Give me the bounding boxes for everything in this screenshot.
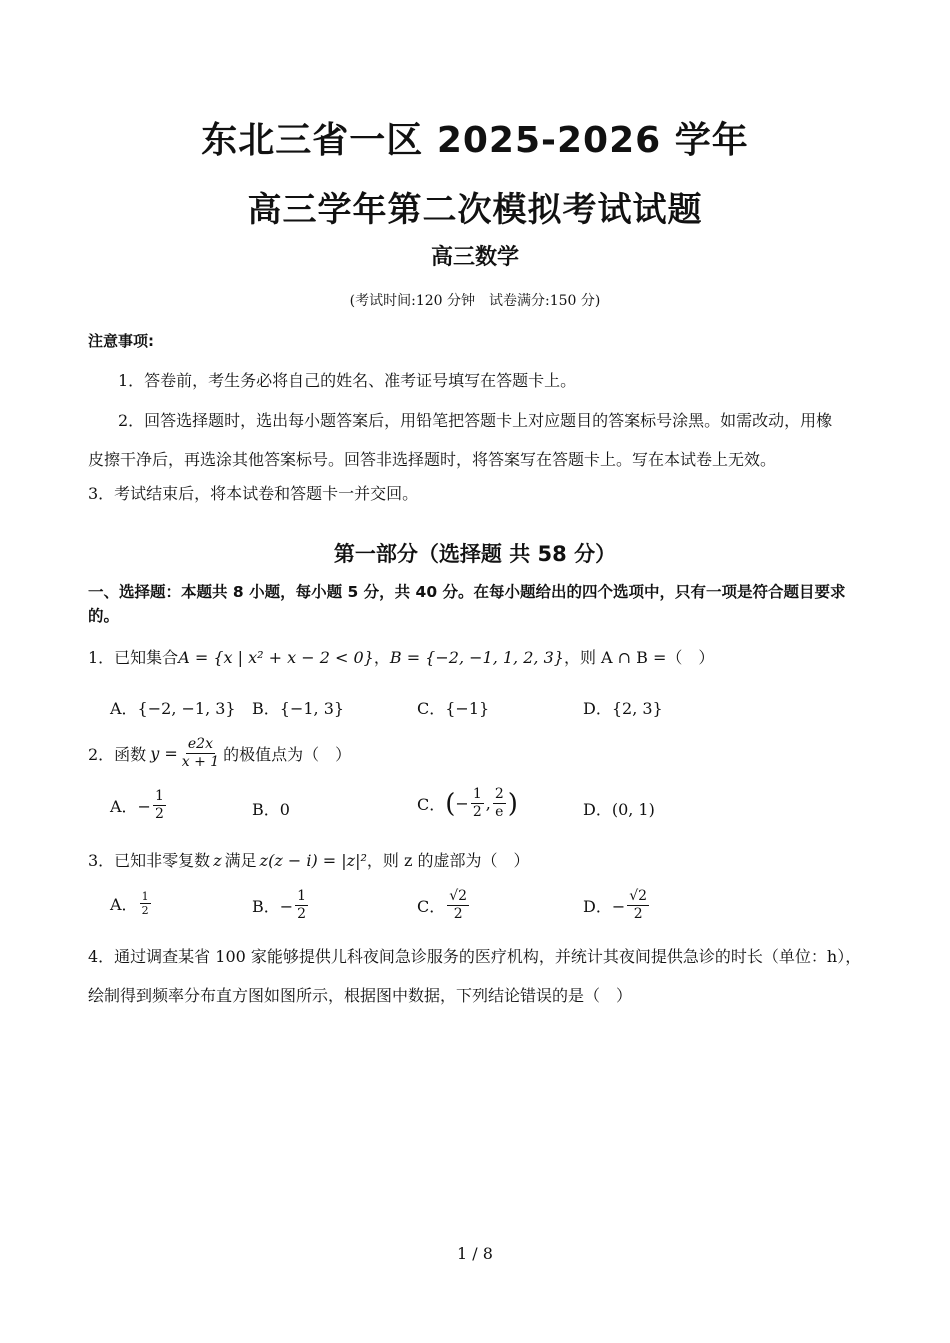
q1-option-a: A．{−2, −1, 3} [110, 699, 236, 718]
q3-option-b-label: B．− [252, 897, 294, 916]
q1-set-b: B = {−2, −1, 1, 2, 3} [389, 648, 564, 667]
q3-option-b-den: 2 [297, 906, 307, 922]
q2-option-c-den2: e [495, 804, 504, 820]
q2-option-c-num1: 1 [472, 786, 482, 802]
q2-prefix: 2．函数 [88, 745, 147, 764]
q2-func-fraction [180, 736, 221, 771]
q1-set-a: A = {x | x² + x − 2 < 0} [178, 648, 374, 667]
q1-option-d: D．{2, 3} [583, 699, 663, 718]
q2-func-den: x + 1 [181, 754, 220, 770]
q1-option-b: B．{−1, 3} [252, 699, 345, 718]
q2-option-a [110, 788, 168, 823]
note-item-2-line1: 2．回答选择题时，选出每小题答案后，用铅笔把答题卡上对应题目的答案标号涂黑。如需改动，用橡 [118, 411, 833, 430]
q3-option-a-den: 2 [141, 904, 149, 917]
question-4-line2: 绘制得到频率分布直方图如图所示，根据图中数据，下列结论错误的是（ ） [88, 986, 633, 1005]
note-item-1: 1．答卷前，考生务必将自己的姓名、准考证号填写在答题卡上。 [118, 371, 577, 390]
q3-option-d-num: √2 [629, 888, 648, 904]
q1-option-c: C．{−1} [417, 699, 490, 718]
notes-title: 注意事项: [88, 332, 154, 350]
q3-option-a-num: 1 [141, 890, 149, 903]
q3-option-a-label: A． [110, 895, 138, 914]
q3-option-c-fraction [447, 888, 469, 923]
exam-title-line2: 高三学年第二次模拟考试试题 [247, 190, 703, 230]
q2-option-b: B．0 [252, 800, 290, 819]
q3-option-d-den: 2 [633, 906, 643, 922]
q2-option-c-rparen: ) [507, 788, 518, 819]
q2-option-c-num2: 2 [494, 786, 504, 802]
question-3 [88, 848, 530, 871]
exam-subject: 高三数学 [430, 245, 519, 270]
q3-option-d-label: D．− [583, 897, 626, 916]
q3-option-a [110, 890, 153, 917]
q2-option-c-den1: 2 [472, 804, 482, 820]
q2-option-a-fraction [153, 788, 166, 823]
q3-option-b-fraction [295, 888, 308, 923]
exam-info: (考试时间:120 分钟 试卷满分:150 分) [349, 293, 601, 309]
q2-option-a-num: 1 [154, 788, 164, 804]
question-1 [88, 645, 714, 668]
q2-option-c: C． ( − $\frac{1}{2}$ , $\frac{2}{e}$ ) [417, 786, 518, 820]
q1-prefix: 1．已知集合 [88, 648, 179, 667]
q1-sep: ， [373, 648, 390, 667]
q3-option-b [252, 888, 310, 923]
q2-suffix: 的极值点为（ ） [223, 745, 352, 764]
q2-option-c-label: C． [417, 795, 446, 814]
q2-func-num: e2x [187, 736, 213, 752]
q3-mid: 满足 [224, 851, 257, 870]
note-item-2-line2: 皮擦干净后，再选涂其他答案标号。回答非选择题时，将答案写在答题卡上。写在本试卷上无效。 [88, 450, 777, 469]
q3-option-d [583, 888, 651, 923]
q3-option-d-fraction [627, 888, 649, 923]
q2-option-a-den: 2 [154, 806, 164, 822]
section-title: 第一部分（选择题 共 58 分） [333, 542, 617, 566]
q3-option-b-num: 1 [297, 888, 307, 904]
question-2 [88, 736, 351, 771]
page-number: 1 / 8 [457, 1244, 493, 1263]
q3-option-c-num: √2 [449, 888, 468, 904]
q3-option-a-fraction [140, 890, 151, 917]
q3-option-c [417, 888, 471, 923]
q2-option-c-frac2 [493, 786, 506, 821]
q3-prefix: 3．已知非零复数 [88, 851, 211, 870]
q3-suffix: ，则 z 的虚部为（ ） [366, 851, 530, 870]
exam-title-line1: 东北三省一区 2025-2026 学年 [201, 120, 749, 161]
note-item-3: 3．考试结束后，将本试卷和答题卡一并交回。 [88, 484, 419, 503]
q2-option-d: D．(0, 1) [583, 800, 655, 819]
part-title: 一、选择题：本题共 8 小题，每小题 5 分，共 40 分。在每小题给出的四个选项中，只有一项是符合题目要求的。 [88, 583, 846, 625]
q2-func-lhs: y = [150, 744, 178, 763]
question-4-line1: 4．通过调查某省 100 家能够提供儿科夜间急诊服务的医疗机构，并统计其夜间提供急诊的时长（单位：h）， [88, 947, 862, 966]
q3-option-c-den: 2 [453, 906, 463, 922]
q2-option-a-label: A．− [110, 797, 151, 816]
q2-option-c-lparen: ( [445, 788, 456, 819]
q3-equation: z(z − i) = |z|² [259, 851, 367, 870]
q3-option-c-label: C． [417, 897, 446, 916]
q1-suffix: ，则 A ∩ B =（ ） [563, 648, 715, 667]
q3-var-z: z [213, 851, 222, 870]
q2-option-c-frac1 [471, 786, 484, 821]
